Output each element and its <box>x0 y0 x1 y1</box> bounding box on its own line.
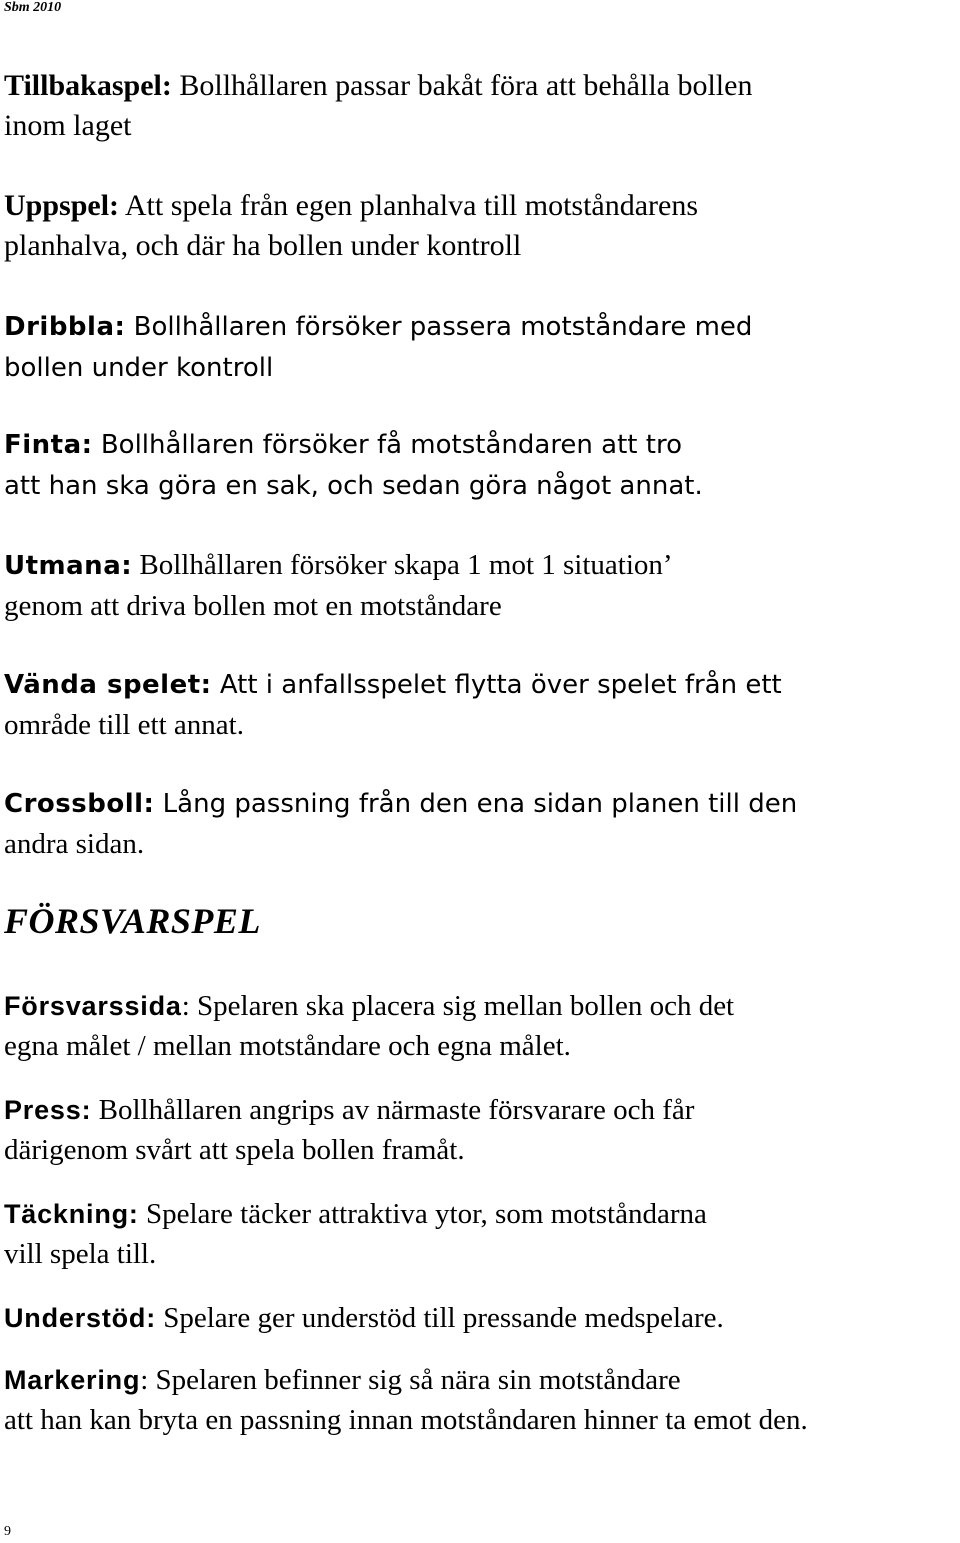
term-definition: Bollhållaren försöker få motståndaren att tro <box>92 430 682 460</box>
term-definition: Att i anfallsspelet flytta över spelet från ett <box>211 670 782 700</box>
term-definition-cont: bollen under kontroll <box>4 353 274 383</box>
term-definition: Spelare täcker attraktiva ytor, som motståndarna <box>138 1198 707 1230</box>
term-entry-crossboll <box>4 783 956 864</box>
term-definition-cont: vill spela till. <box>4 1238 157 1270</box>
term-definition-cont: andra sidan. <box>4 828 145 860</box>
term-definition-cont: att han kan bryta en passning innan motståndaren hinner ta emot den. <box>4 1404 808 1436</box>
term-definition: Att spela från egen planhalva till motståndarens <box>119 189 699 222</box>
term-entry-vanda-spelet <box>4 664 956 745</box>
term-definition: Bollhållaren passar bakåt föra att behålla bollen <box>171 69 753 102</box>
term-label: Försvarssida <box>4 991 182 1021</box>
page-header: Sbm 2010 <box>4 0 62 15</box>
term-definition-cont: genom att driva bollen mot en motståndare <box>4 590 502 622</box>
term-definition: Bollhållaren försöker passera motståndare med <box>125 312 753 342</box>
term-label: Dribbla: <box>4 312 126 342</box>
term-definition: : Spelaren befinner sig så nära sin motståndare <box>140 1364 681 1396</box>
term-entry-understod <box>4 1298 956 1338</box>
term-entry-tillbakaspel <box>4 66 956 146</box>
term-entry-finta <box>4 424 956 506</box>
term-entry-markering <box>4 1360 956 1440</box>
term-definition: Bollhållaren angrips av närmaste försvarare och får <box>91 1094 695 1126</box>
term-label: Crossboll: <box>4 789 155 819</box>
term-label: Täckning: <box>4 1199 139 1229</box>
term-definition-cont: område till ett annat. <box>4 709 244 741</box>
page-number: 9 <box>4 1524 11 1539</box>
term-label: Uppspel: <box>4 189 120 222</box>
term-label: Vända spelet: <box>4 670 212 700</box>
term-definition-cont: egna målet / mellan motståndare och egna målet. <box>4 1030 571 1062</box>
term-entry-uppspel <box>4 186 956 266</box>
term-entry-dribbla <box>4 306 956 388</box>
term-definition-cont: därigenom svårt att spela bollen framåt. <box>4 1134 465 1166</box>
term-definition-cont: planhalva, och där ha bollen under kontroll <box>4 229 522 262</box>
term-entry-forsvarssida <box>4 986 956 1066</box>
term-definition: Spelare ger understöd till pressande medspelare. <box>156 1302 724 1334</box>
term-definition-cont: inom laget <box>4 109 132 142</box>
term-definition-cont: att han ska göra en sak, och sedan göra något annat. <box>4 471 703 501</box>
term-label: Understöd: <box>4 1303 156 1333</box>
term-entry-press <box>4 1090 956 1170</box>
term-entry-tackning <box>4 1194 956 1274</box>
term-label: Finta: <box>4 430 93 460</box>
term-label: Press: <box>4 1095 92 1125</box>
term-label: Utmana: <box>4 551 133 581</box>
section-title: FÖRSVARSPEL <box>4 901 261 941</box>
term-definition: Lång passning från den ena sidan planen till den <box>154 789 798 819</box>
term-definition: : Spelaren ska placera sig mellan bollen och det <box>181 990 735 1022</box>
term-label: Tillbakaspel: <box>4 69 172 102</box>
term-label: Markering <box>4 1365 141 1395</box>
term-entry-utmana <box>4 545 956 626</box>
term-definition: Bollhållaren försöker skapa 1 mot 1 situation’ <box>132 549 673 581</box>
